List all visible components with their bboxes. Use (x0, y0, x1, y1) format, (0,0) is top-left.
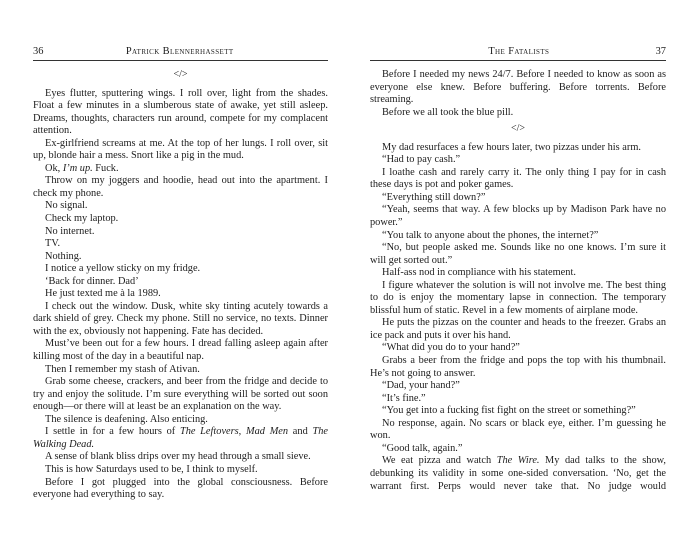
paragraph: He puts the pizzas on the counter and heads to the freezer. Grabs an ice pack and puts it over his hand. (370, 317, 666, 341)
paragraph: Nothing. (45, 250, 82, 262)
paragraph: We eat pizza and watch The Wire. My dad talks to the show, debunking its validity in some one-sided conversation. ‘No, get the warrant first. Perps would never take that. No judge would (370, 455, 667, 492)
paragraph: “Dad, your hand?” (382, 380, 460, 392)
paragraph: “Had to pay cash.” (382, 154, 461, 166)
left-running-head (33, 46, 328, 61)
scene-break: </> (173, 69, 188, 80)
paragraph: No signal. (45, 200, 88, 212)
paragraph: “Everything still down?” (382, 191, 486, 203)
paragraph: “You get into a fucking fist fight on the street or something?” (382, 405, 636, 417)
paragraph: The silence is deafening. Also enticing. (45, 413, 208, 425)
paragraph: No internet. (45, 225, 95, 237)
paragraph: Ex-girlfriend screams at me. At the top of her lungs. I roll over, sit up, blonde hair a mess. Snort like a pig in the mud. (33, 137, 328, 162)
paragraph: Before I got plugged into the global consciousness. Before everyone had everything to say. (33, 476, 328, 501)
paragraph: “Yeah, seems that way. A few blocks up by Madison Park have no power.” (370, 204, 666, 229)
paragraph: Ok, I’m up. Fuck. (45, 162, 119, 174)
paragraph: Grab some cheese, crackers, and beer from the fridge and decide to try and enjoy the solitude. I’m sure everything will be sorted out soon enough—or there will at least be an explanation on the way. (33, 376, 328, 413)
paragraph: Grabs a beer from the fridge and pops the top with his thumbnail. He’s not going to answer. (370, 355, 666, 379)
running-head-title: The Fatalists (488, 46, 550, 57)
paragraph: Half-ass nod in compliance with his statement. (382, 267, 576, 279)
page-number-right: 37 (655, 46, 666, 57)
paragraph: TV. (45, 238, 61, 250)
paragraph: “What did you do to your hand?” (382, 342, 520, 354)
paragraph: I settle in for a few hours of The Leftovers, Mad Men and The Walking Dead. (33, 426, 328, 450)
paragraph: I check out the window. Dusk, white sky tinting acutely towards a dark shield of grey. Check my phone. Still no service, no texts. Dinner with the ex, obviously not happening. Fate has decided. (33, 300, 328, 337)
right-running-head (370, 46, 666, 61)
left-body-text (33, 69, 328, 502)
paragraph: “No, but people asked me. Sounds like no one knows. I’m sure it will get sorted out.” (370, 242, 666, 266)
running-head-author: Patrick Blennerhassett (125, 46, 234, 57)
paragraph: Must’ve been out for a few hours. I dread falling asleep again after killing most of the day in a beautiful nap. (33, 338, 328, 363)
paragraph: A sense of blank bliss drips over my head through a small sieve. (45, 451, 311, 463)
paragraph: No response, again. No scars or black eye, either. I’m guessing he won. (370, 417, 666, 442)
paragraph: I notice a yellow sticky on my fridge. (45, 263, 201, 275)
right-body-text (370, 69, 666, 493)
paragraph: Eyes flutter, sputtering wings. I roll over, light from the shades. Float a few minutes in a slumberous state of awake, yet still asleep. Dreams, thoughts, characters run around, compete for my complacent attention. (33, 87, 328, 137)
right-page (350, 0, 700, 541)
page-number-left: 36 (33, 46, 44, 57)
paragraph: I figure whatever the solution is will not involve me. The best thing to do is enjoy the momentary lapse in connection. The temporary blissful hum of static. Revel in a few moments of airplane mode. (370, 279, 666, 316)
paragraph: Before we all took the blue pill. (382, 106, 514, 118)
paragraph: ‘Back for dinner. Dad’ (45, 275, 139, 287)
paragraph: Check my laptop. (45, 213, 119, 225)
paragraph: Throw on my joggers and hoodie, head out into the apartment. I check my phone. (33, 175, 328, 199)
paragraph: He just texted me à la 1989. (45, 288, 161, 300)
paragraph: “Good talk, again.” (382, 442, 463, 454)
paragraph: I loathe cash and rarely carry it. The only thing I pay for in cash these days is pot and poker games. (370, 166, 666, 191)
paragraph: “You talk to anyone about the phones, the internet?” (382, 229, 599, 241)
paragraph: “It’s fine.” (382, 392, 426, 404)
paragraph: Then I remember my stash of Ativan. (45, 363, 200, 375)
paragraph: Before I needed my news 24/7. Before I needed to know as soon as everyone else knew. Before buffering. Before torrents. Before streaming. (370, 69, 666, 106)
paragraph: This is how Saturdays used to be, I think to myself. (45, 463, 258, 475)
scene-break: </> (510, 123, 526, 135)
paragraph: My dad resurfaces a few hours later, two pizzas under his arm. (382, 141, 641, 153)
